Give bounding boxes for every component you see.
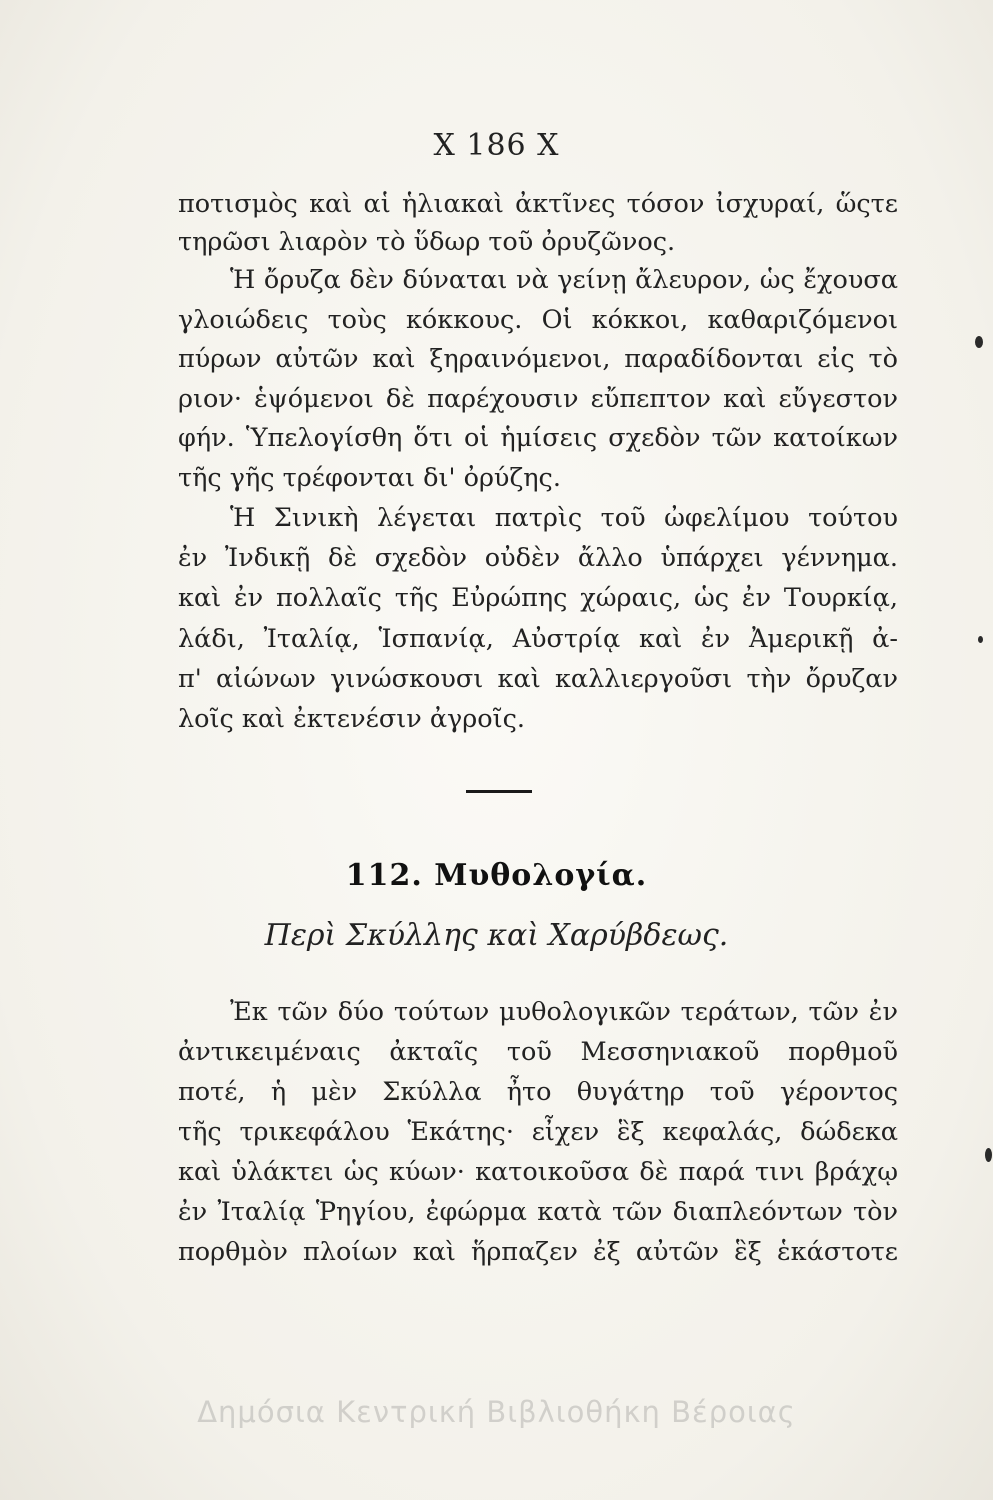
text-line: ἐν Ἰταλίᾳ Ῥηγίου, ἐφώρμα κατὰ τῶν διαπλεόντων τὸν (178, 1197, 898, 1227)
text-line: γλοιώδεις τοὺς κόκκους. Οἱ κόκκοι, καθαριζόμενοι (178, 305, 898, 335)
margin-ink-mark (978, 636, 983, 643)
text-line: καὶ ἐν πολλαῖς τῆς Εὐρώπης χώραις, ὡς ἐν Τουρκίᾳ, (178, 583, 898, 613)
text-line: τῆς γῆς τρέφονται δι' ὀρύζης. (178, 463, 561, 493)
text-line: καὶ ὑλάκτει ὡς κύων· κατοικοῦσα δὲ παρά τινι βράχῳ (178, 1157, 898, 1187)
text-line: ἀντικειμέναις ἀκταῖς τοῦ Μεσσηνιακοῦ πορθμοῦ (178, 1037, 898, 1067)
text-line: τηρῶσι λιαρὸν τὸ ὕδωρ τοῦ ὀρυζῶνος. (178, 227, 676, 257)
section-divider (466, 790, 532, 793)
text-line: λοῖς καὶ ἐκτενέσιν ἀγροῖς. (178, 704, 526, 734)
text-line: ποτισμὸς καὶ αἱ ἡλιακαὶ ἀκτῖνες τόσον ἰσχυραί, ὥςτε (178, 189, 898, 219)
section-heading: 112. Μυθολογία. (345, 858, 648, 893)
text-line: ἐν Ἰνδικῇ δὲ σχεδὸν οὐδὲν ἄλλο ὑπάρχει γέννημα. (178, 543, 898, 573)
text-line: φήν. Ὑπελογίσθη ὅτι οἱ ἡμίσεις σχεδὸν τῶν κατοίκων (178, 423, 898, 453)
margin-ink-mark (985, 1148, 992, 1162)
text-line: ριον· ἑψόμενοι δὲ παρέχουσιν εὔπεπτον καὶ εὔγεστον (178, 384, 898, 414)
text-line: Ἐκ τῶν δύο τούτων μυθολογικῶν τεράτων, τῶν ἐν (230, 997, 898, 1027)
margin-ink-mark (975, 336, 983, 348)
section-subheading: Περὶ Σκύλλης καὶ Χαρύβδεως. (264, 918, 729, 953)
text-line: τῆς τρικεφάλου Ἑκάτης· εἶχεν ἓξ κεφαλάς, δώδεκα (178, 1117, 898, 1147)
text-line: λάδι, Ἰταλίᾳ, Ἱσπανίᾳ, Αὐστρίᾳ καὶ ἐν Ἀμερικῇ ἀ- (178, 624, 898, 654)
text-line: Ἡ Σινικὴ λέγεται πατρὶς τοῦ ὠφελίμου τούτου (230, 503, 898, 533)
text-line: πύρων αὐτῶν καὶ ξηραινόμενοι, παραδίδονται εἰς τὸ (178, 344, 898, 374)
text-line: ποτέ, ἡ μὲν Σκύλλα ἦτο θυγάτηρ τοῦ γέροντος (178, 1077, 898, 1107)
text-line: πορθμὸν πλοίων καὶ ἥρπαζεν ἐξ αὐτῶν ἓξ ἑκάστοτε (178, 1237, 898, 1267)
page-number: Χ 186 Χ (433, 128, 560, 163)
text-line: Ἡ ὄρυζα δὲν δύναται νὰ γείνῃ ἄλευρον, ὡς ἔχουσα (230, 265, 898, 295)
text-line: π' αἰώνων γινώσκουσι καὶ καλλιεργοῦσι τὴν ὄρυζαν (178, 664, 898, 694)
library-watermark: Δημόσια Κεντρική Βιβλιοθήκη Βέροιας (197, 1395, 796, 1429)
